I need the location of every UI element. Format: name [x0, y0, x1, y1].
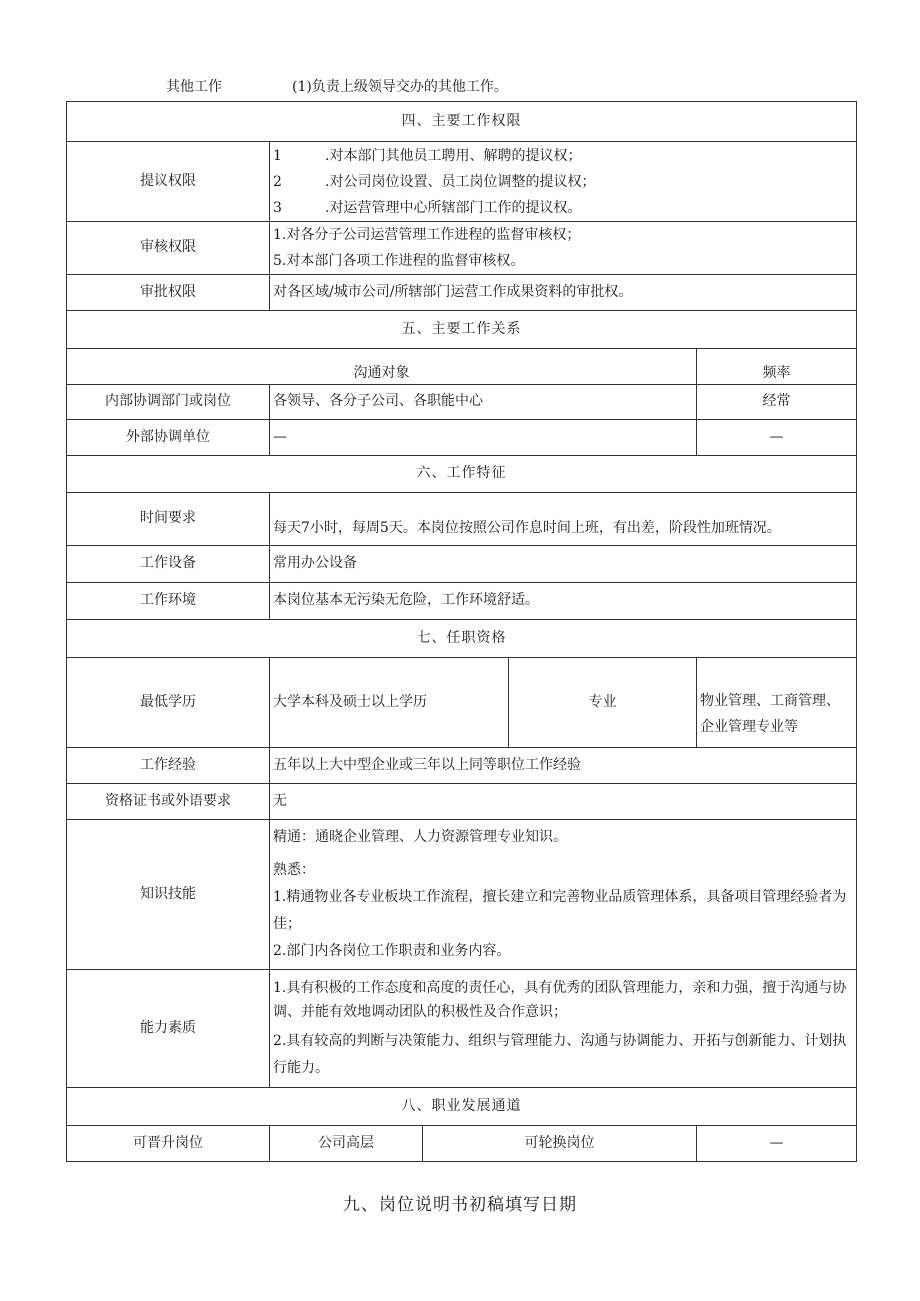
propose-label: 提议权限: [67, 142, 270, 222]
section-4-title: 四、主要工作权限: [67, 102, 857, 142]
knowledge-row: [67, 820, 857, 970]
approve-content: 对各区域/城市公司/所辖部门运营工作成果资料的审批权。: [270, 275, 857, 311]
ability-row: [67, 970, 857, 1088]
section-6-title: 六、工作特征: [67, 456, 857, 493]
external-label: 外部协调单位: [67, 420, 270, 456]
internal-freq: 经常: [697, 385, 857, 420]
knowledge-line: 2.部门内各岗位工作职责和业务内容。: [273, 943, 511, 959]
section-8-row: [67, 1088, 857, 1126]
ability-line: 1.具有积极的工作态度和高度的责任心，具有优秀的团队管理能力，亲和力强，擅于沟通与协调、并能有效地调动团队的积极性及合作意识；: [273, 979, 847, 1020]
experience-label: 工作经验: [67, 748, 270, 784]
section-7-row: [67, 620, 857, 658]
propose-item: 2 .对公司岗位设置、员工岗位调整的提议权；: [273, 173, 596, 190]
knowledge-label: 知识技能: [67, 820, 270, 970]
other-work-row: [166, 76, 508, 96]
review-content: [270, 222, 857, 275]
ability-content: [270, 970, 857, 1088]
review-item: 5.对本部门各项工作进程的监督审核权。: [273, 253, 525, 269]
equipment-label: 工作设备: [67, 546, 270, 583]
major-label: 专业: [509, 658, 697, 748]
external-relation-row: [67, 420, 857, 456]
time-label: 时间要求: [67, 493, 270, 546]
environment-row: [67, 583, 857, 620]
other-work-text: (1)负责上级领导交办的其他工作。: [292, 79, 508, 95]
major-line: 企业管理专业等: [700, 718, 798, 735]
review-label: 审核权限: [67, 222, 270, 275]
relation-freq-header: 频率: [697, 349, 857, 385]
rotate-label: 可轮换岗位: [423, 1126, 697, 1162]
section-5-title: 五、主要工作关系: [67, 311, 857, 349]
time-content: 每天7小时，每周5天。本岗位按照公司作息时间上班，有出差，阶段性加班情况。: [270, 493, 857, 546]
propose-row: [67, 142, 857, 222]
knowledge-line: 熟悉：: [273, 862, 315, 878]
approve-label: 审批权限: [67, 275, 270, 311]
time-row: [67, 493, 857, 546]
ability-line: 2.具有较高的判断与决策能力、组织与管理能力、沟通与协调能力、开拓与创新能力、计划执行能力。: [273, 1032, 847, 1076]
rotate-value: —: [697, 1126, 857, 1162]
relation-target-header: 沟通对象: [67, 349, 697, 385]
internal-relation-row: [67, 385, 857, 420]
internal-label: 内部协调部门或岗位: [67, 385, 270, 420]
certificate-row: [67, 784, 857, 820]
education-value: 大学本科及硕士以上学历: [270, 658, 509, 748]
equipment-row: [67, 546, 857, 583]
major-line: 物业管理、工商管理、: [700, 692, 840, 709]
experience-row: [67, 748, 857, 784]
section-4-row: [67, 102, 857, 142]
internal-target: 各领导、各分子公司、各职能中心: [270, 385, 697, 420]
external-target: —: [270, 420, 697, 456]
knowledge-line: 精通：通晓企业管理、人力资源管理专业知识。: [273, 829, 567, 845]
other-work-label: 其他工作: [166, 79, 222, 95]
promote-label: 可晋升岗位: [67, 1126, 270, 1162]
review-row: [67, 222, 857, 275]
propose-item: 3 .对运营管理中心所辖部门工作的提议权。: [273, 199, 582, 216]
environment-label: 工作环境: [67, 583, 270, 620]
experience-content: 五年以上大中型企业或三年以上同等职位工作经验: [270, 748, 857, 784]
propose-content: [270, 142, 857, 222]
promote-value: 公司高层: [270, 1126, 423, 1162]
review-item: 1.对各分子公司运营管理工作进程的监督审核权；: [273, 227, 581, 243]
section-8-title: 八、职业发展通道: [67, 1088, 857, 1126]
section-6-row: [67, 456, 857, 493]
propose-item: 1 .对本部门其他员工聘用、解聘的提议权；: [273, 147, 582, 164]
certificate-label: 资格证书或外语要求: [67, 784, 270, 820]
certificate-content: 无: [270, 784, 857, 820]
career-row: [67, 1126, 857, 1162]
environment-content: 本岗位基本无污染无危险，工作环境舒适。: [270, 583, 857, 620]
major-value: [697, 658, 857, 748]
section-5-row: [67, 311, 857, 349]
relation-header-row: [67, 349, 857, 385]
knowledge-content: [270, 820, 857, 970]
approve-row: [67, 275, 857, 311]
job-description-table: [66, 101, 857, 1162]
ability-label: 能力素质: [67, 970, 270, 1088]
section-7-title: 七、任职资格: [67, 620, 857, 658]
education-row: [67, 658, 857, 748]
section-9-title: 九、岗位说明书初稿填写日期: [343, 1195, 577, 1215]
knowledge-line: 1.精通物业各专业板块工作流程，擅长建立和完善物业品质管理体系，具备项目管理经验者为佳；: [273, 889, 847, 932]
equipment-content: 常用办公设备: [270, 546, 857, 583]
education-label: 最低学历: [67, 658, 270, 748]
external-freq: —: [697, 420, 857, 456]
